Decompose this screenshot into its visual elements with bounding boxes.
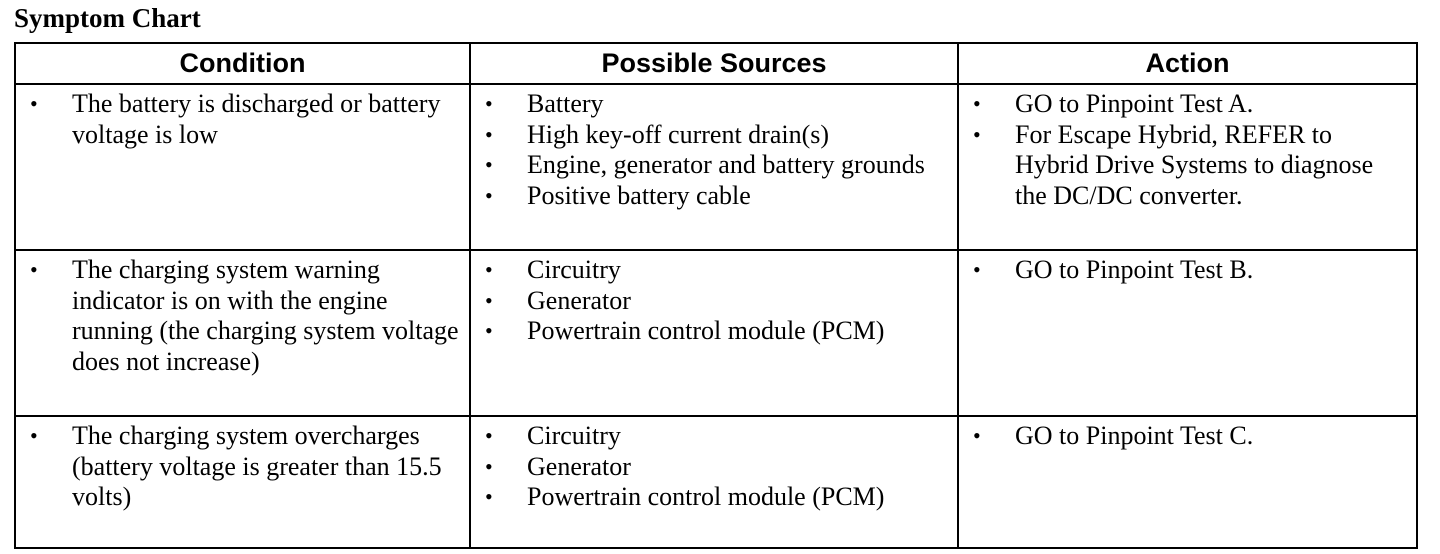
- list-item: • The charging system overcharges (battery voltage is greater than 15.5 volts): [16, 421, 463, 513]
- sources-list: [471, 255, 951, 347]
- sources-list: [471, 421, 951, 513]
- document-title: Symptom Chart: [14, 3, 201, 33]
- condition-cell: [15, 250, 470, 416]
- list-item: • Powertrain control module (PCM): [471, 482, 951, 513]
- condition-list: [16, 421, 463, 513]
- action-list: [959, 421, 1410, 452]
- column-header-possible-sources: Possible Sources: [470, 43, 958, 84]
- list-item: • Positive battery cable: [471, 181, 951, 212]
- list-item: • GO to Pinpoint Test B.: [959, 255, 1410, 286]
- action-list: [959, 89, 1410, 211]
- symptom-chart-table: [14, 42, 1418, 549]
- list-item: • High key-off current drain(s): [471, 120, 951, 151]
- condition-list: [16, 255, 463, 377]
- column-header-condition: Condition: [15, 43, 470, 84]
- list-item: • Powertrain control module (PCM): [471, 316, 951, 347]
- condition-cell: [15, 416, 470, 548]
- table-row: [15, 84, 1417, 250]
- table-row: [15, 250, 1417, 416]
- sources-cell: [470, 84, 958, 250]
- list-item: • Circuitry: [471, 421, 951, 452]
- action-cell: [958, 84, 1417, 250]
- condition-cell: [15, 84, 470, 250]
- sources-cell: [470, 416, 958, 548]
- table-header-row: [15, 43, 1417, 84]
- list-item: • GO to Pinpoint Test C.: [959, 421, 1410, 452]
- condition-list: [16, 89, 463, 150]
- column-header-action: Action: [958, 43, 1417, 84]
- list-item: • Generator: [471, 452, 951, 483]
- action-list: [959, 255, 1410, 286]
- action-cell: [958, 416, 1417, 548]
- table-row: [15, 416, 1417, 548]
- sources-list: [471, 89, 951, 211]
- list-item: • For Escape Hybrid, REFER to Hybrid Drive Systems to diagnose the DC/DC converter.: [959, 120, 1410, 212]
- list-item: • Generator: [471, 286, 951, 317]
- sources-cell: [470, 250, 958, 416]
- action-cell: [958, 250, 1417, 416]
- list-item: • The charging system warning indicator is on with the engine running (the charging system voltage does not increase): [16, 255, 463, 377]
- list-item: • Circuitry: [471, 255, 951, 286]
- list-item: • GO to Pinpoint Test A.: [959, 89, 1410, 120]
- list-item: • Battery: [471, 89, 951, 120]
- list-item: • The battery is discharged or battery voltage is low: [16, 89, 463, 150]
- list-item: • Engine, generator and battery grounds: [471, 150, 951, 181]
